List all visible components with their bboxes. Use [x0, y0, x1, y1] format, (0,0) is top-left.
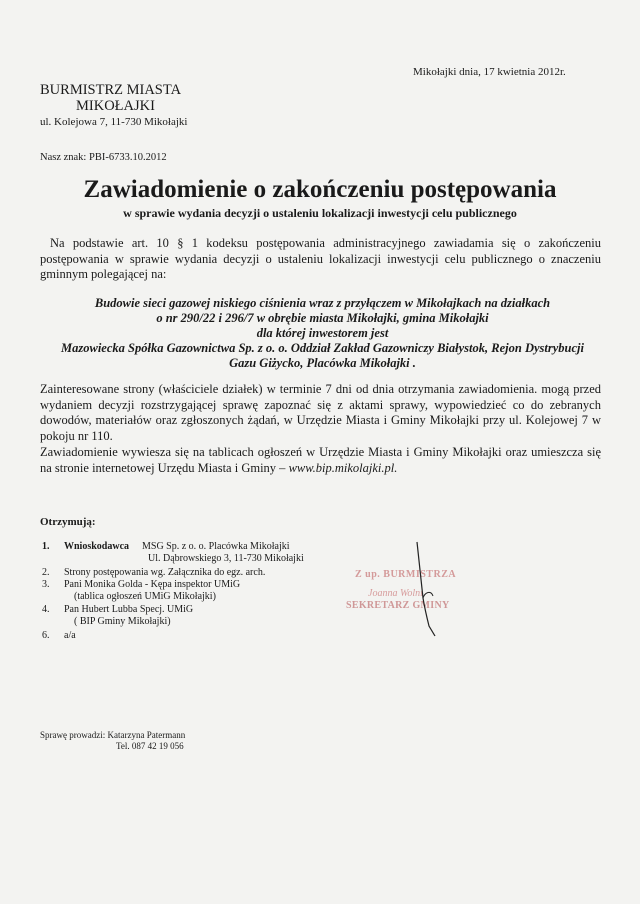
investment-line1: Budowie sieci gazowej niskiego ciśnienia wraz z przyłączem w Mikołajkach na działkach [94, 296, 551, 310]
recipient-number: 3. [42, 579, 50, 590]
authority-name-line2: MIKOŁAJKI [76, 98, 155, 114]
legal-basis-line1: Na podstawie art. 10 § 1 kodeksu postępowania administracyjnego zawiadamia się o zakończeniu [50, 236, 601, 250]
prepared-by: Sprawę prowadzi: Katarzyna Patermann [40, 730, 186, 740]
document-title: Zawiadomienie o zakończeniu postępowania [83, 176, 557, 203]
investment-line3: dla której inwestorem jest [256, 326, 389, 340]
recipient-line: a/a [64, 630, 76, 641]
website-link: www.bip.mikolajki.pl. [288, 460, 398, 475]
stamp-line2: Joanna Wolni [368, 588, 423, 599]
contact-phone: Tel. 087 42 19 056 [116, 741, 184, 751]
legal-basis-line3: gminnym polegającej na: [40, 267, 167, 281]
recipient-number: 4. [42, 604, 50, 615]
investment-description [40, 296, 605, 371]
recipient-line: Pan Hubert Lubba Specj. UMiG [64, 604, 194, 615]
investment-line2: o nr 290/22 i 296/7 w obrębie miasta Mikołajki, gmina Mikołajki [156, 311, 489, 325]
stamp-line1: Z up. BURMISTRZA [355, 569, 457, 580]
investment-line4: Mazowiecka Spółka Gazownictwa Sp. z o. o. Oddział Zakład Gazowniczy Białystok, Rejon Dystrybucji [61, 341, 584, 355]
authority-name-line1: BURMISTRZ MIASTA [40, 82, 182, 98]
investment-line5: Gazu Giżycko, Placówka Mikołajki . [229, 356, 416, 370]
recipient-number: 2. [42, 567, 50, 578]
recipient-line: Pani Monika Golda - Kępa inspektor UMiG [64, 579, 241, 590]
recipient-line: Ul. Dąbrowskiego 3, 11-730 Mikołajki [148, 553, 304, 564]
recipients-heading: Otrzymują: [40, 516, 96, 528]
recipient-line: MSG Sp. z o. o. Placówka Mikołajki [142, 541, 290, 552]
recipient-label: Wnioskodawca [64, 541, 130, 552]
handwritten-signature [395, 540, 475, 640]
document-date: Mikołajki dnia, 17 kwietnia 2012r. [413, 66, 566, 78]
legal-basis-line2: postępowania w sprawie wydania decyzji o ustaleniu lokalizacji inwestycji celu publicznego o znaczeniu [40, 251, 601, 266]
document-subtitle: w sprawie wydania decyzji o ustaleniu lokalizacji inwestycji celu publicznego [123, 206, 517, 220]
publication-paragraph [40, 445, 601, 476]
authority-address: ul. Kolejowa 7, 11-730 Mikołajki [40, 116, 188, 128]
stamp-line3: SEKRETARZ GMINY [346, 600, 450, 611]
recipient-line: ( BIP Gminy Mikołajki) [74, 616, 171, 627]
recipient-line: (tablica ogłoszeń UMiG Mikołajki) [74, 591, 216, 602]
recipient-number: 1. [42, 541, 50, 552]
publication-text: Zawiadomienie wywiesza się na tablicach ogłoszeń w Urzędzie Miasta i Gminy Mikołajki oraz umieszcza się na stronie internetowej Urzędu Miasta i Gminy – [40, 445, 601, 475]
reference-number: Nasz znak: PBI-6733.10.2012 [40, 152, 167, 163]
recipient-number: 6. [42, 630, 50, 641]
parties-rights-paragraph: Zainteresowane strony (właściciele działek) w terminie 7 dni od dnia otrzymania zawiadomienia. mogą przed wydaniem decyzji rozstrzygającej sprawę zapoznać się z aktami sprawy, wypowiedzieć co do zebranych dowodów, materiałów oraz zgłoszonych żądań, w Urzędzie Miasta i Gminy Mikołajki przy ul. Kolejowej 7 w pokoju nr 110. [40, 382, 601, 443]
recipient-line: Strony postępowania wg. Załącznika do egz. arch. [64, 567, 266, 578]
legal-basis-paragraph [40, 236, 601, 283]
